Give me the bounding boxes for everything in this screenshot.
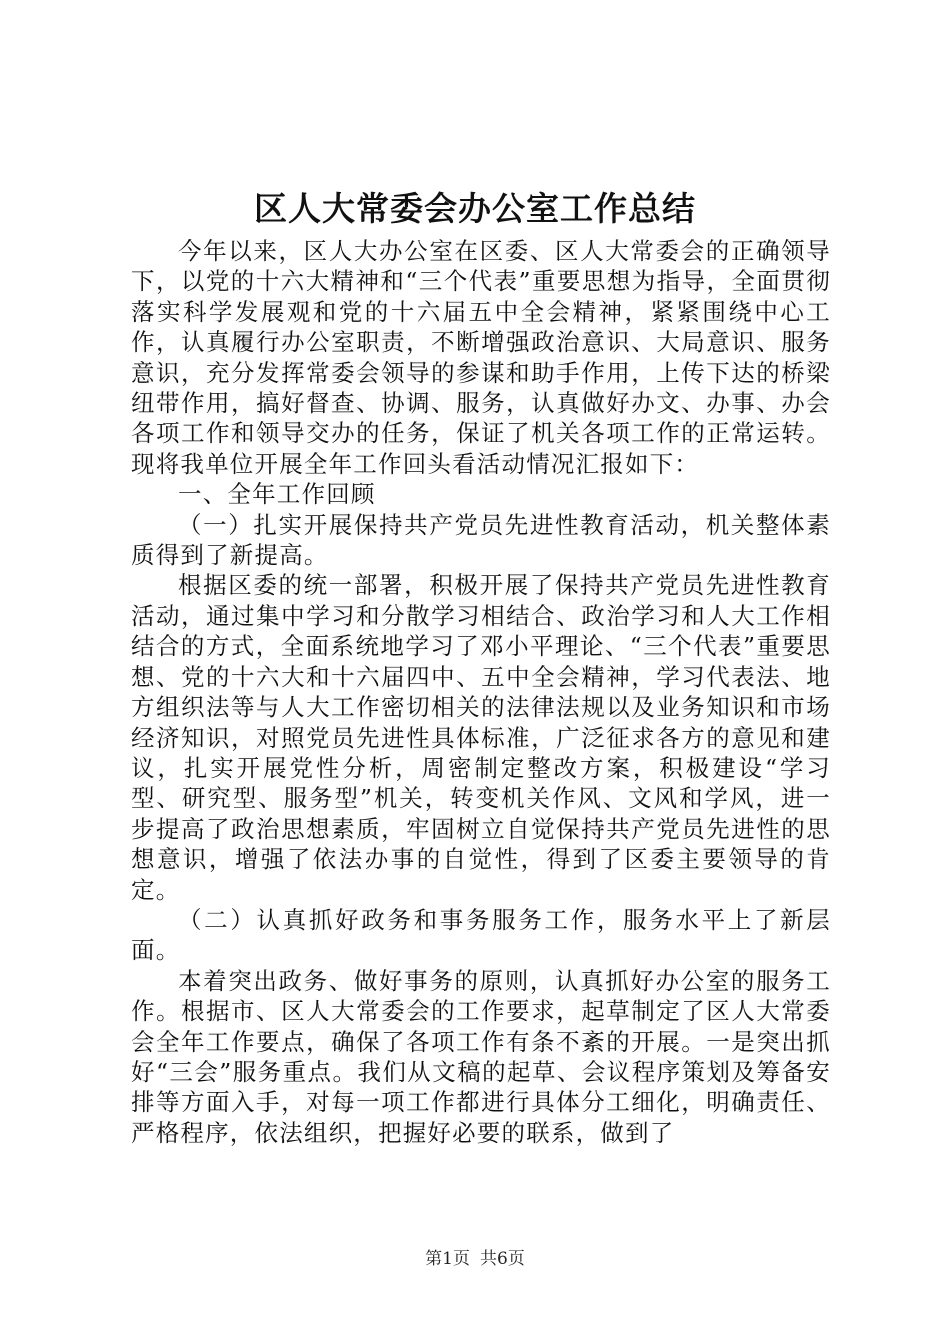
- subheading-two: （二）认真抓好政务和事务服务工作，服务水平上了新层面。: [131, 905, 831, 965]
- page-footer: [0, 1244, 950, 1269]
- document-title: 区人大常委会办公室工作总结: [254, 189, 696, 228]
- subheading-one: （一）扎实开展保持共产党员先进性教育活动，机关整体素质得到了新提高。: [131, 510, 831, 570]
- document-body: [131, 236, 831, 1148]
- paragraph-education: 根据区委的统一部署，积极开展了保持共产党员先进性教育活动，通过集中学习和分散学习相结合、政治学习和人大工作相结合的方式，全面系统地学习了邓小平理论、“三个代表”重要思想、党的十六大和十六届四中、五中全会精神，学习代表法、地方组织法等与人大工作密切相关的法律法规以及业务知识和市场经济知识，对照党员先进性具体标准，广泛征求各方的意见和建议，扎实开展党性分析，周密制定整改方案，积极建设“学习型、研究型、服务型”机关，转变机关作风、文风和学风，进一步提高了政治思想素质，牢固树立自觉保持共产党员先进性的思想意识，增强了依法办事的自觉性，得到了区委主要领导的肯定。: [131, 571, 831, 904]
- paragraph-service: 本着突出政务、做好事务的原则，认真抓好办公室的服务工作。根据市、区人大常委会的工作要求，起草制定了区人大常委会全年工作要点，确保了各项工作有条不紊的开展。一是突出抓好“三会”服务重点。我们从文稿的起草、会议程序策划及筹备安排等方面入手，对每一项工作都进行具体分工细化，明确责任、严格程序，依法组织，把握好必要的联系，做到了: [131, 966, 831, 1147]
- page-total: 共6页: [480, 1249, 525, 1269]
- section-heading-review: 一、全年工作回顾: [178, 480, 376, 509]
- paragraph-intro: 今年以来，区人大办公室在区委、区人大常委会的正确领导下，以党的十六大精神和“三个代表”重要思想为指导，全面贯彻落实科学发展观和党的十六届五中全会精神，紧紧围绕中心工作，认真履行办公室职责，不断增强政治意识、大局意识、服务意识，充分发挥常委会领导的参谋和助手作用，上传下达的桥梁纽带作用，搞好督查、协调、服务，认真做好办文、办事、办会各项工作和领导交办的任务，保证了机关各项工作的正常运转。现将我单位开展全年工作回头看活动情况汇报如下：: [131, 237, 831, 478]
- page-number: 第1页: [425, 1249, 470, 1269]
